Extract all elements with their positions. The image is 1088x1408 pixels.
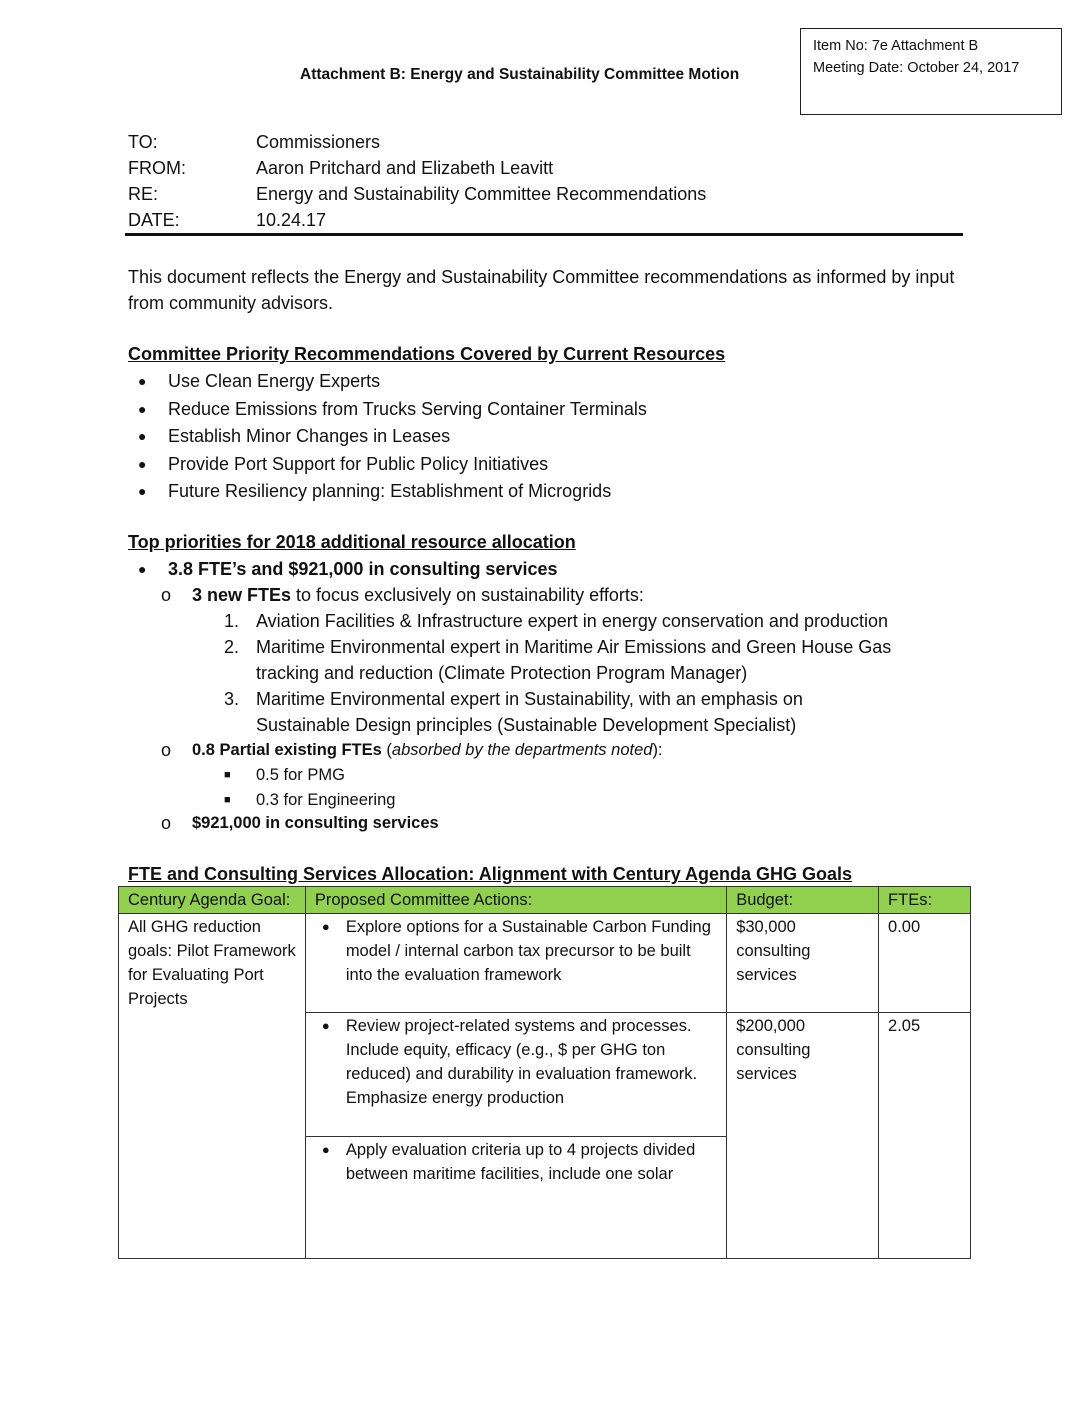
sub-bullet-bold: 0.8 Partial existing FTEs [192,741,382,759]
main-bullet-text: 3.8 FTE’s and $921,000 in consulting services [168,559,558,579]
bullet-icon: ● [321,919,330,934]
circle-bullet-icon: o [161,813,172,833]
square-item-text: 0.3 for Engineering [256,791,396,809]
sub-bullet-partial-ftes [128,737,663,763]
numbered-item [128,634,891,660]
memo-row-date [128,207,962,233]
bullet-icon: ● [138,400,147,417]
memo-label: DATE: [128,210,180,230]
list-item-text: Reduce Emissions from Trucks Serving Container Terminals [168,398,647,419]
budget-cell: $30,000 consulting services [727,914,879,1013]
goal-cell: All GHG reduction goals: Pilot Framework for Evaluating Port Projects [119,914,306,1259]
sub-bullet-new-ftes [128,582,644,608]
bullet-icon: ● [321,1142,330,1157]
paren-open: ( [381,741,392,759]
list-item [128,368,725,396]
square-bullet-icon: ■ [224,769,231,781]
bullet-icon: ● [138,455,147,472]
circle-bullet-icon: o [161,740,172,760]
list-item [128,478,725,506]
memo-value: Commissioners [256,132,381,152]
bullet-icon: ● [321,1018,330,1033]
numbered-item-text: Maritime Environmental expert in Maritime Air Emissions and Green House Gas [256,637,892,657]
column-header: Century Agenda Goal: [119,887,306,914]
square-bullet-icon: ■ [224,794,231,806]
action-text: Explore options for a Sustainable Carbon Funding model / internal carbon tax precursor to be built into the evaluation framework [345,918,711,984]
bullet-icon: ● [138,561,147,577]
sub-bullet-text: to focus exclusively on sustainability efforts: [291,585,644,605]
bullet-icon: ● [138,373,147,389]
sub-bullet-bold: 3 new FTEs [192,585,292,605]
table-row [119,914,971,1013]
sub-bullet-bold: $921,000 in consulting services [192,814,439,832]
item-number: 1. [224,611,240,631]
memo-value: 10.24.17 [256,210,327,230]
paren-close: ): [652,741,663,759]
bullet-icon: ● [138,428,147,444]
ftes-cell: 0.00 [879,914,971,1013]
list-item-text: Future Resiliency planning: Establishment of Microgrids [168,481,612,501]
sub-bullet-italic: absorbed by the departments noted [391,741,653,759]
numbered-item-text: Maritime Environmental expert in Sustainability, with an emphasis on [256,689,803,709]
list-item [128,423,725,451]
section-heading: Committee Priority Recommendations Covered by Current Resources [128,344,726,364]
memo-row-to [128,129,962,155]
numbered-item [128,608,888,634]
numbered-item-text: Sustainable Design principles (Sustainable Development Specialist) [256,715,797,735]
square-item-text: 0.5 for PMG [256,766,345,784]
allocation-table [118,886,971,1259]
list-item [128,451,725,479]
main-bullet [128,556,558,582]
column-header: FTEs: [879,887,971,914]
list-item-text: Use Clean Energy Experts [168,371,381,391]
table-header-row [119,887,971,914]
action-cell [305,914,726,1013]
item-number: 3. [224,689,240,709]
numbered-item-text: tracking and reduction (Climate Protection Program Manager) [256,663,748,683]
numbered-item-text: Aviation Facilities & Infrastructure expert in energy conservation and production [256,611,889,631]
memo-row-from [128,155,962,181]
list-item-text: Provide Port Support for Public Policy Initiatives [168,453,549,474]
memo-row-re [128,181,962,207]
column-header: Budget: [727,887,879,914]
item-info-box [800,28,1062,115]
memo-value: Aaron Pritchard and Elizabeth Leavitt [256,158,554,178]
action-cell [305,1013,726,1137]
square-bullet-item [128,762,345,788]
table-heading: FTE and Consulting Services Allocation: Alignment with Century Agenda GHG Goals [128,864,853,884]
list-item-text: Establish Minor Changes in Leases [168,426,451,446]
attachment-title: Attachment B: Energy and Sustainability Committee Motion [300,66,740,83]
ftes-cell: 2.05 [879,1013,971,1259]
memo-header [128,129,962,233]
action-cell [305,1137,726,1259]
action-text: Apply evaluation criteria up to 4 projects divided between maritime facilities, include one solar [345,1141,696,1183]
memo-label: TO: [128,132,158,152]
item-number: 2. [224,637,240,657]
action-text: Review project-related systems and processes. Include equity, efficacy (e.g., $ per GHG ton reduced) and durability in evaluation framework. Emphasize energy production [345,1017,698,1107]
numbered-item [128,686,803,712]
recommendations-list [128,368,725,506]
intro-paragraph: This document reflects the Energy and Sustainability Committee recommendations as informed by input from community advisors. [128,267,955,313]
memo-value: Energy and Sustainability Committee Recommendations [256,184,707,204]
bullet-icon: ● [138,483,147,499]
list-item [128,396,725,424]
sub-bullet-consulting [128,810,439,836]
meeting-date: Meeting Date: October 24, 2017 [813,60,1020,76]
column-header: Proposed Committee Actions: [305,887,726,914]
section-current-resources [128,341,725,506]
budget-cell: $200,000 consulting services [727,1013,879,1259]
section-heading: Top priorities for 2018 additional resource allocation [128,532,576,552]
numbered-item-continuation [128,712,796,738]
circle-bullet-icon: o [161,585,172,605]
memo-label: RE: [128,184,159,204]
memo-label: FROM: [128,158,186,178]
memo-divider [125,233,963,236]
item-number: Item No: 7e Attachment B [813,38,979,54]
numbered-item-continuation [128,660,747,686]
